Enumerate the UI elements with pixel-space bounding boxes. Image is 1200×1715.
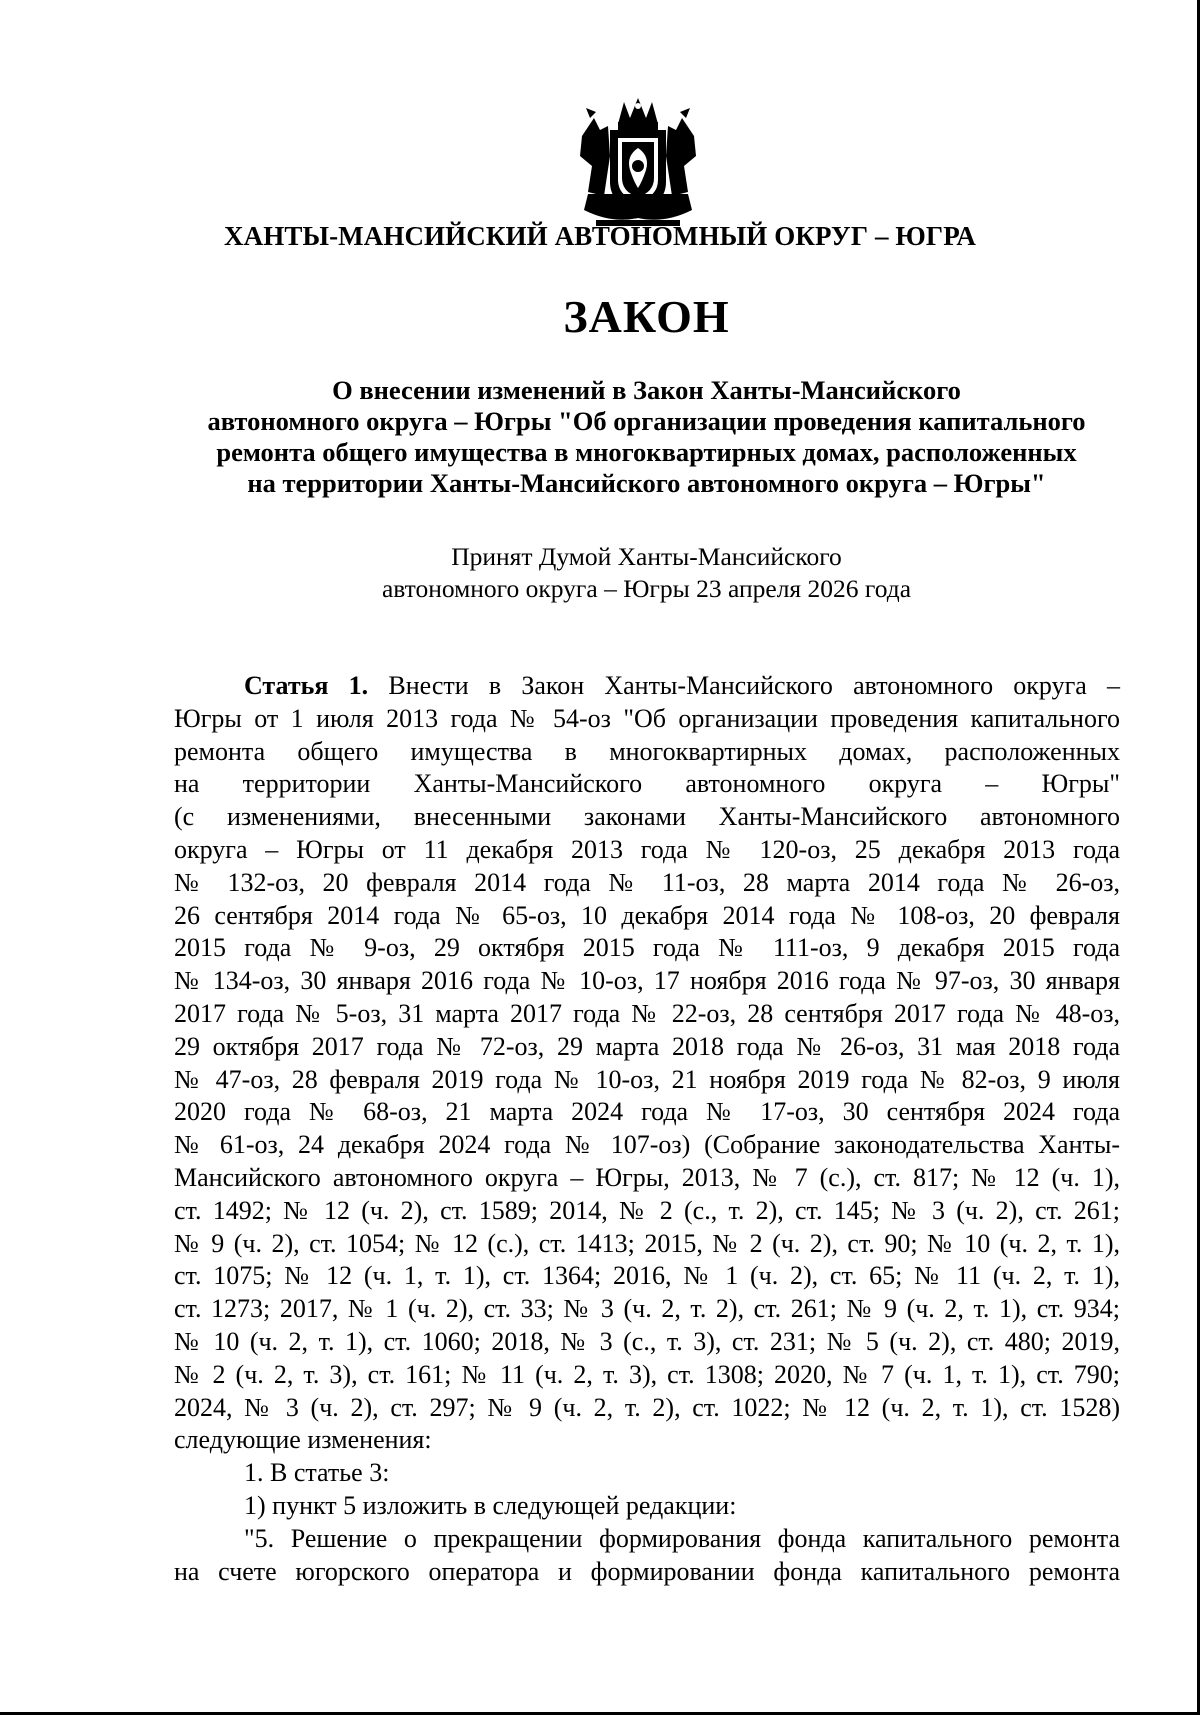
article-1-line: 2015 года № 9-оз, 29 октября 2015 года № 111-оз, 9 декабря 2015 года [174, 933, 1120, 963]
article-1-line: на территории Ханты-Мансийского автономного округа – Югры" [174, 769, 1120, 799]
article-1-line: № 9 (ч. 2), ст. 1054; № 12 (с.), ст. 1413; 2015, № 2 (ч. 2), ст. 90; № 10 (ч. 2, т. 1), [174, 1228, 1120, 1258]
article-1-line: № 2 (ч. 2, т. 3), ст. 161; № 11 (ч. 2, т. 3), ст. 1308; 2020, № 7 (ч. 1, т. 1), ст. 790; [174, 1359, 1120, 1389]
adoption-line: автономного округа – Югры 23 апреля 2026 года [381, 574, 912, 603]
article-1-line: 29 октября 2017 года № 72-оз, 29 марта 2018 года № 26-оз, 31 мая 2018 года [174, 1031, 1120, 1061]
coat-of-arms-icon [574, 96, 702, 230]
law-title-line: ремонта общего имущества в многоквартирных домах, расположенных [216, 437, 1077, 467]
article-1-line: округа – Югры от 11 декабря 2013 года № 120-оз, 25 декабря 2013 года [174, 834, 1120, 864]
article-1-first-line-text: Внести в Закон Ханты-Мансийского автономного округа – [368, 671, 1120, 700]
adoption-line: Принят Думой Ханты-Мансийского [451, 542, 842, 571]
law-title-line: автономного округа – Югры "Об организации проведения капитального [207, 406, 1086, 436]
article-1-line: № 132-оз, 20 февраля 2014 года № 11-оз, 28 марта 2014 года № 26-оз, [174, 867, 1120, 897]
article-1 [174, 670, 1120, 1588]
article-1-line: № 61-оз, 24 декабря 2024 года № 107-оз) (Собрание законодательства Ханты- [174, 1130, 1120, 1160]
quoted-text-line: "5. Решение о прекращении формирования фонда капитального ремонта [244, 1523, 1120, 1553]
article-1-line: Югры от 1 июля 2013 года № 54-оз "Об организации проведения капитального [174, 703, 1120, 733]
article-1-line: Мансийского автономного округа – Югры, 2013, № 7 (с.), ст. 817; № 12 (ч. 1), [174, 1162, 1120, 1192]
article-1-line: № 134-оз, 30 января 2016 года № 10-оз, 17 ноября 2016 года № 97-оз, 30 января [174, 966, 1120, 996]
subitem-1: 1) пункт 5 изложить в следующей редакции: [244, 1490, 737, 1520]
article-1-first-line [174, 670, 1120, 703]
document-type-heading: ЗАКОН [563, 291, 730, 342]
article-1-line: ст. 1492; № 12 (ч. 2), ст. 1589; 2014, № 2 (с., т. 2), ст. 145; № 3 (ч. 2), ст. 261; [174, 1195, 1120, 1225]
article-1-line: 26 сентября 2014 года № 65-оз, 10 декабря 2014 года № 108-оз, 20 февраля [174, 900, 1120, 930]
article-1-line: (с изменениями, внесенными законами Ханты-Мансийского автономного [174, 802, 1120, 832]
law-title-line: на территории Ханты-Мансийского автономного округа – Югры" [247, 468, 1046, 498]
quoted-text-line: на счете югорского оператора и формировании фонда капитального ремонта [174, 1556, 1120, 1586]
article-1-line: ремонта общего имущества в многоквартирных домах, расположенных [174, 736, 1120, 766]
law-title [150, 375, 1143, 499]
article-1-line: ст. 1273; 2017, № 1 (ч. 2), ст. 33; № 3 (ч. 2, т. 2), ст. 261; № 9 (ч. 2, т. 1), ст. 934; [174, 1294, 1120, 1324]
article-1-line: 2017 года № 5-оз, 31 марта 2017 года № 22-оз, 28 сентября 2017 года № 48-оз, [174, 998, 1120, 1028]
adoption-note [300, 541, 993, 605]
article-1-line: 2024, № 3 (ч. 2), ст. 297; № 9 (ч. 2, т. 2), ст. 1022; № 12 (ч. 2, т. 1), ст. 1528) [174, 1392, 1120, 1422]
law-title-line: О внесении изменений в Закон Ханты-Мансийского [332, 375, 961, 405]
article-1-line: ст. 1075; № 12 (ч. 1, т. 1), ст. 1364; 2016, № 1 (ч. 2), ст. 65; № 11 (ч. 2, т. 1), [174, 1261, 1120, 1291]
region-heading: ХАНТЫ-МАНСИЙСКИЙ АВТОНОМНЫЙ ОКРУГ – ЮГРА [224, 221, 976, 251]
item-1: 1. В статье 3: [244, 1458, 390, 1488]
article-1-line: № 47-оз, 28 февраля 2019 года № 10-оз, 21 ноября 2019 года № 82-оз, 9 июля [174, 1064, 1120, 1094]
article-1-closing-line: следующие изменения: [174, 1425, 432, 1455]
article-1-label: Статья 1. [244, 671, 369, 700]
article-1-line: № 10 (ч. 2, т. 1), ст. 1060; 2018, № 3 (с., т. 3), ст. 231; № 5 (ч. 2), ст. 480; 2019, [174, 1326, 1120, 1356]
article-1-line: 2020 года № 68-оз, 21 марта 2024 года № 17-оз, 30 сентября 2024 года [174, 1097, 1120, 1127]
